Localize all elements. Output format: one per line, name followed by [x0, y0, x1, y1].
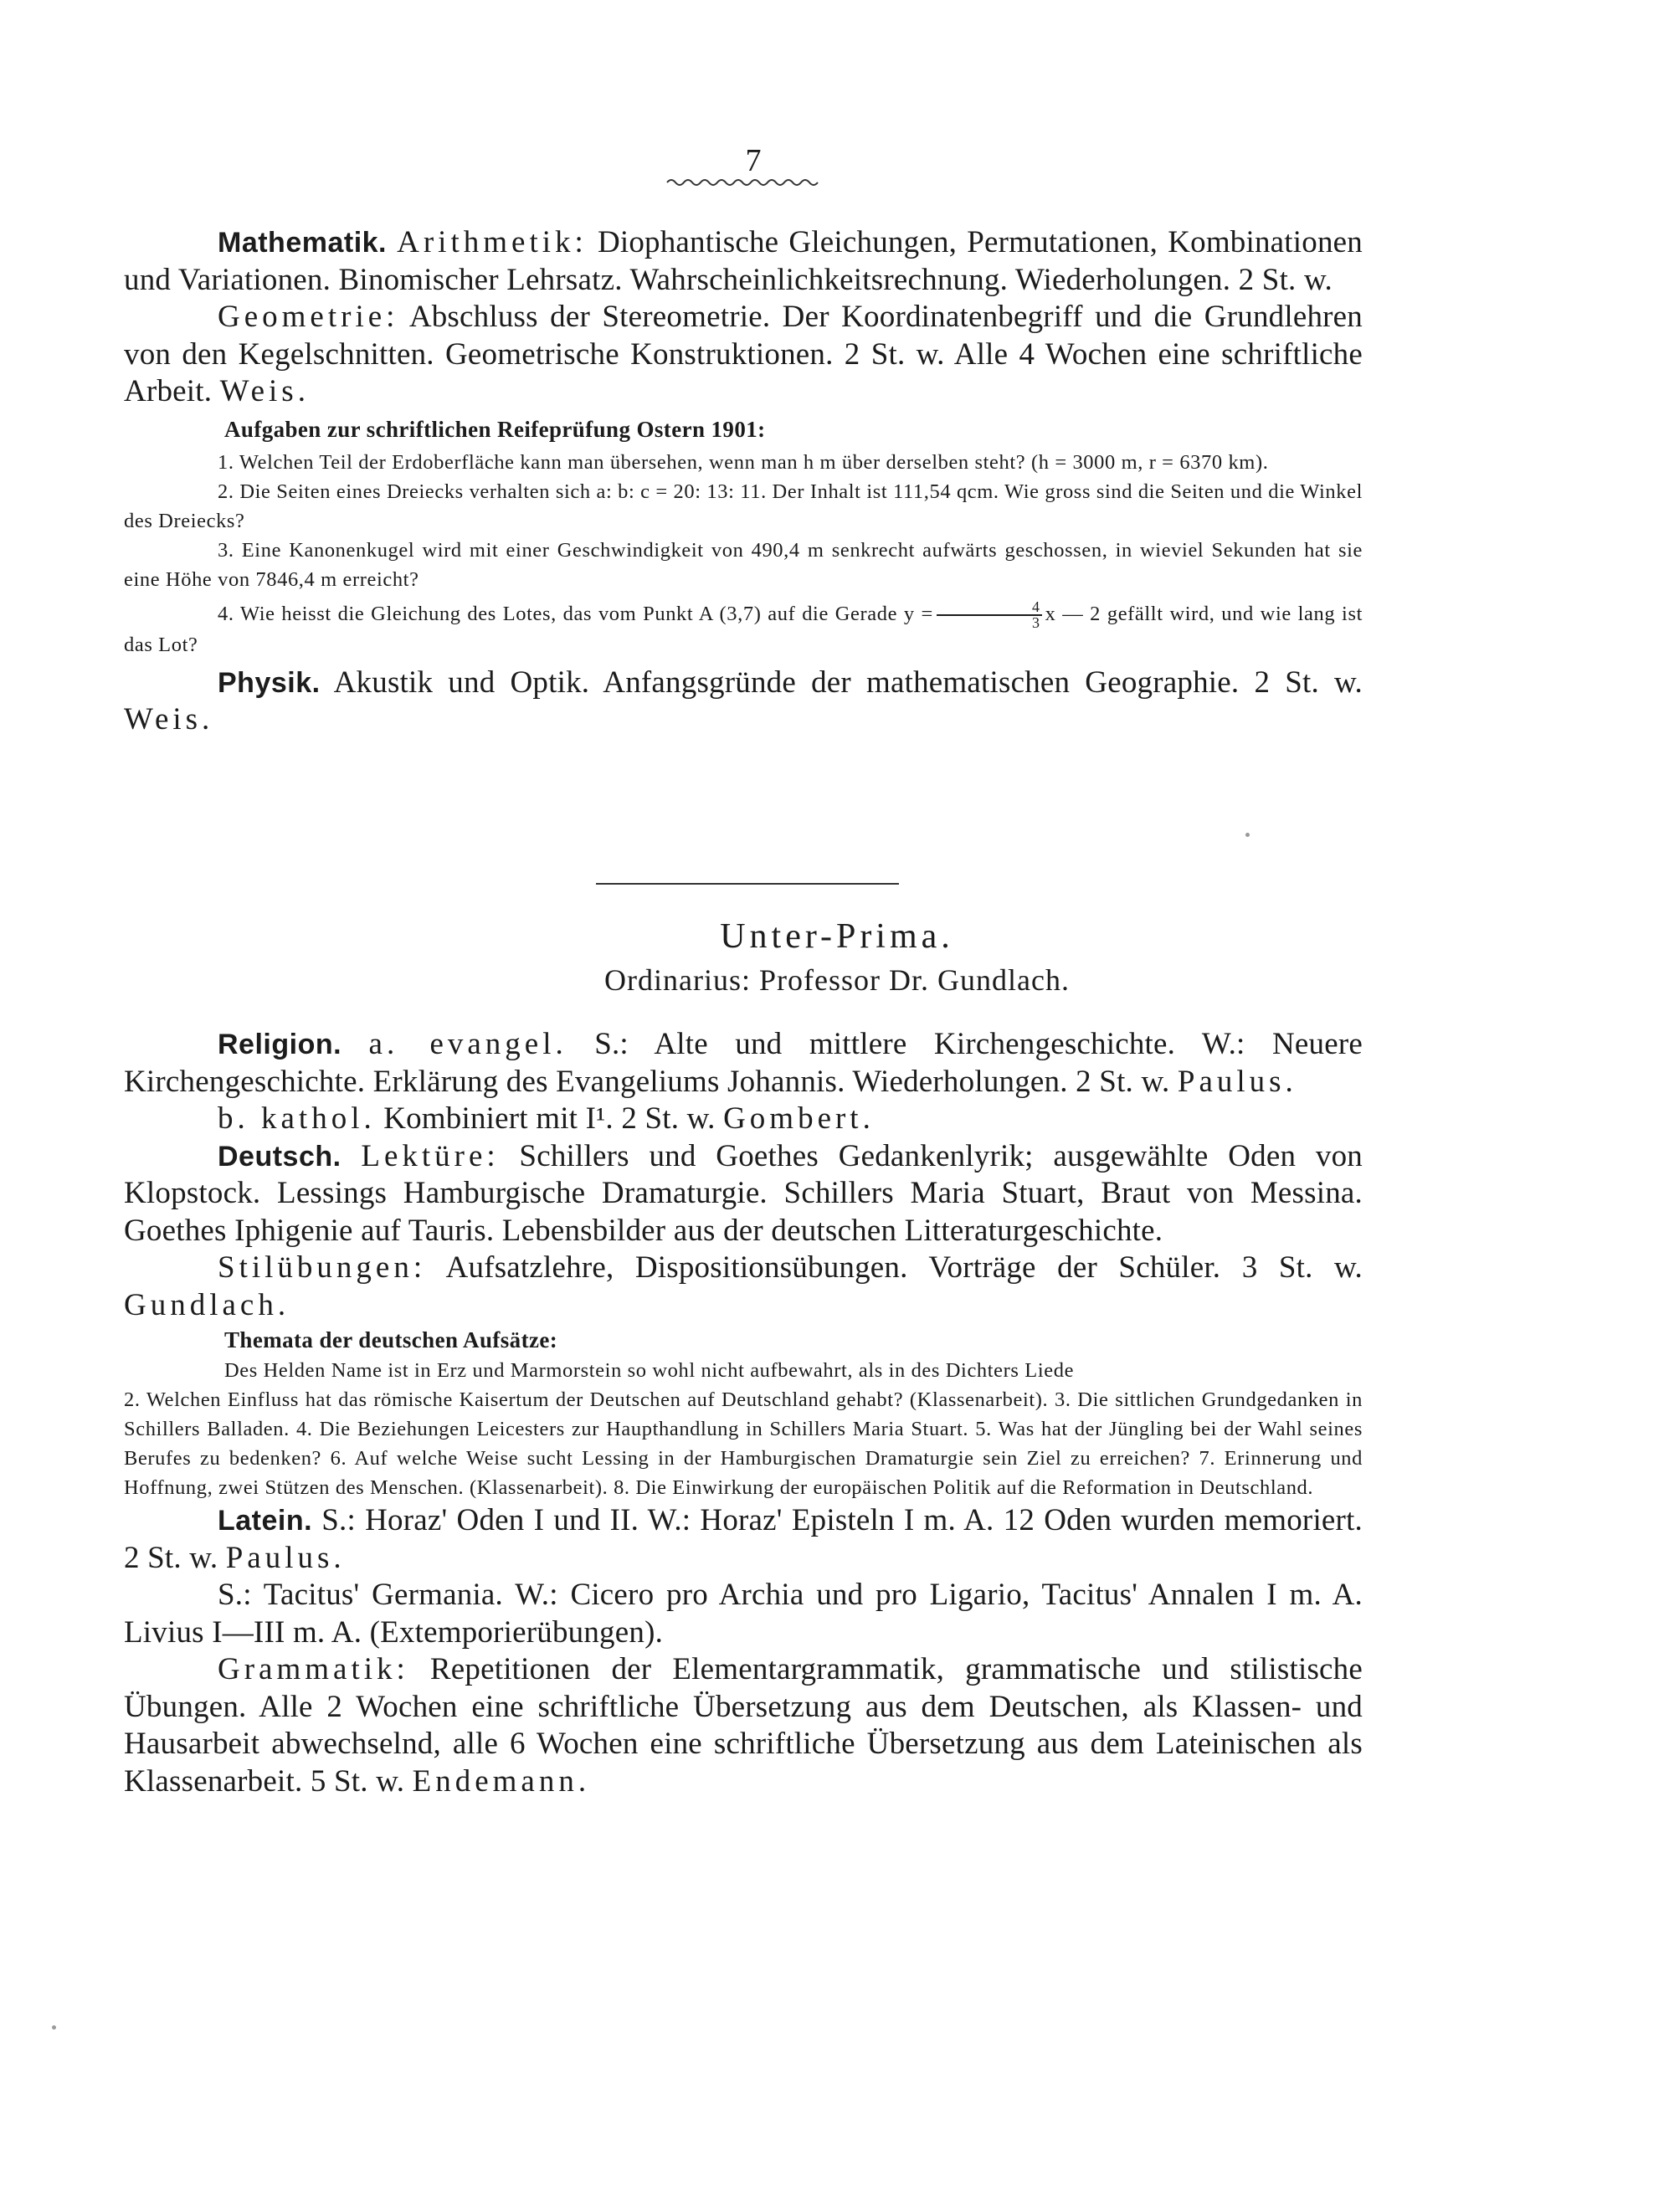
mathematik-arithmetik-paragraph — [124, 224, 1363, 299]
arithmetik-text: Diophantische Gleichungen, Permutationen, Kombinationen und Variationen. Binomischer Lehrsatz. Wahrscheinlichkeitsrechnung. Wiederholungen. 2 St. w. — [124, 225, 1363, 297]
latein-teacher-1: Paulus. — [225, 1540, 346, 1575]
deutsch-teacher: Gundlach. — [124, 1287, 290, 1322]
grammatik-paragraph — [124, 1651, 1363, 1800]
stiluebungen-paragraph — [124, 1250, 1363, 1324]
mathematik-heading: Mathematik. — [218, 227, 387, 259]
scan-speck — [1245, 833, 1250, 837]
unter-prima-section — [124, 1026, 1363, 1800]
physik-paragraph — [124, 665, 1363, 739]
wavy-rule-ornament — [665, 176, 824, 187]
religion-a-teacher: Paulus. — [1177, 1064, 1297, 1099]
physik-heading: Physik. — [218, 666, 321, 699]
ordinarius-line: Ordinarius: Professor Dr. Gundlach. — [604, 963, 1070, 997]
latein-paragraph-2: S.: Tacitus' Germania. W.: Cicero pro Archia und pro Ligario, Tacitus' Annalen I m. A. Livius I—III m. A. (Extemporierübungen). — [124, 1578, 1363, 1650]
latein-heading: Latein. — [218, 1505, 313, 1537]
mathematik-section — [124, 224, 1363, 739]
latein-paragraph-1 — [124, 1502, 1363, 1577]
themata-list: 2. Welchen Einfluss hat das römische Kaisertum der Deutschen auf Deutschland gehabt? (Klassenarbeit). 3. Die sittlichen Grundgedanken in Schillers Balladen. 4. Die Beziehungen Leicesters zur Haupthandlung in Schillers Maria Stuart. 5. Was hat der Jüngling bei der Wahl seines Berufes zu bedenken? 6. Auf welche Weise sucht Lessing in der Hamburgischen Dramaturgie sein Ziel zu erreichen? 7. Erinnerung und Hoffnung, zwei Stützen des Menschen. (Klassenarbeit). 8. Die Einwirkung der europäischen Politik auf die Reformation in Deutschland. — [124, 1388, 1363, 1499]
aufgaben-heading: Aufgaben zur schriftlichen Reifeprüfung Ostern 1901: — [224, 416, 766, 442]
fraction-denominator: 3 — [1031, 613, 1040, 631]
arithmetik-label: Arithmetik: — [397, 225, 588, 259]
deutsch-heading: Deutsch. — [218, 1140, 341, 1173]
physik-teacher: Weis. — [124, 702, 214, 737]
religion-b-label: b. kathol. — [218, 1101, 376, 1136]
task-4-fraction — [937, 600, 1042, 630]
latein-text-1: S.: Horaz' Oden I und II. W.: Horaz' Episteln I m. A. 12 Oden wurden memoriert. 2 St. w. — [124, 1503, 1363, 1575]
stiluebungen-label: Stilübungen: — [218, 1250, 427, 1285]
religion-a-paragraph — [124, 1026, 1363, 1101]
grammatik-label: Grammatik: — [218, 1652, 409, 1686]
religion-b-paragraph — [124, 1101, 1363, 1138]
themata-heading: Themata der deutschen Aufsätze: — [224, 1327, 558, 1352]
lektuere-label: Lektüre: — [361, 1138, 500, 1173]
grammatik-text: Repetitionen der Elementargrammatik, grammatische und stilistische Übungen. Alle 2 Wochen eine schriftliche Übersetzung aus dem Deutschen, als Klassen- und Hausarbeit abwechselnd, alle 6 Wochen eine schriftliche Übersetzung aus dem Lateinischen als Klassenarbeit. 5 St. w. — [124, 1652, 1363, 1799]
religion-b-teacher: Gombert. — [723, 1101, 875, 1136]
religion-b-text: Kombiniert mit I¹. 2 St. w. — [383, 1101, 716, 1136]
task-4 — [124, 599, 1363, 659]
task-2: 2. Die Seiten eines Dreiecks verhalten sich a: b: c = 20: 13: 11. Der Inhalt ist 111,54 qcm. Wie gross sind die Seiten und die Winkel des Dreiecks? — [124, 480, 1363, 532]
deutsch-paragraph — [124, 1138, 1363, 1250]
geometrie-paragraph — [124, 299, 1363, 411]
mathematik-teacher: Weis. — [219, 374, 310, 408]
class-title: Unter-Prima. — [720, 917, 954, 956]
section-divider — [596, 883, 899, 885]
themata-line-1: Des Helden Name ist in Erz und Marmorstein so wohl nicht aufbewahrt, als in des Dichters Liede — [224, 1359, 1075, 1382]
page-number: 7 — [745, 143, 762, 178]
stiluebungen-text: Aufsatzlehre, Dispositionsübungen. Vorträge der Schüler. 3 St. w. — [445, 1250, 1363, 1285]
task-1: 1. Welchen Teil der Erdoberfläche kann man übersehen, wenn man h m über derselben steht? (h = 3000 m, r = 6370 km). — [218, 450, 1269, 474]
task-3: 3. Eine Kanonenkugel wird mit einer Geschwindigkeit von 490,4 m senkrecht aufwärts geschossen, in wieviel Sekunden hat sie eine Höhe von 7846,4 m erreicht? — [124, 538, 1363, 591]
religion-a-text: S.: Alte und mittlere Kirchengeschichte. W.: Neuere Kirchengeschichte. Erklärung des Evangeliums Johannis. Wiederholungen. 2 St. w. — [124, 1027, 1363, 1099]
physik-text: Akustik und Optik. Anfangsgründe der mathematischen Geographie. 2 St. w. — [333, 665, 1363, 700]
task-4-before: 4. Wie heisst die Gleichung des Lotes, das vom Punkt A (3,7) auf die Gerade y = — [218, 602, 933, 625]
fraction-numerator: 4 — [937, 600, 1042, 616]
task-4-after: x — 2 gefällt wird, und wie lang ist das Lot? — [124, 602, 1363, 656]
lektuere-text: Schillers und Goethes Gedankenlyrik; ausgewählte Oden von Klopstock. Lessings Hamburgische Dramaturgie. Schillers Maria Stuart, Braut von Messina. Goethes Iphigenie auf Tauris. Lebensbilder aus der deutschen Litteraturgeschichte. — [124, 1138, 1363, 1248]
geometrie-text: Abschluss der Stereometrie. Der Koordinatenbegriff und die Grundlehren von den Kegelschnitten. Geometrische Konstruktionen. 2 St. w. Alle 4 Wochen eine schriftliche Arbeit. — [124, 300, 1363, 408]
religion-a-label: a. evangel. — [368, 1027, 567, 1061]
religion-heading: Religion. — [218, 1029, 342, 1060]
scan-speck — [52, 2025, 56, 2030]
latein-teacher-2: Endemann. — [412, 1763, 591, 1799]
geometrie-label: Geometrie: — [218, 300, 399, 334]
